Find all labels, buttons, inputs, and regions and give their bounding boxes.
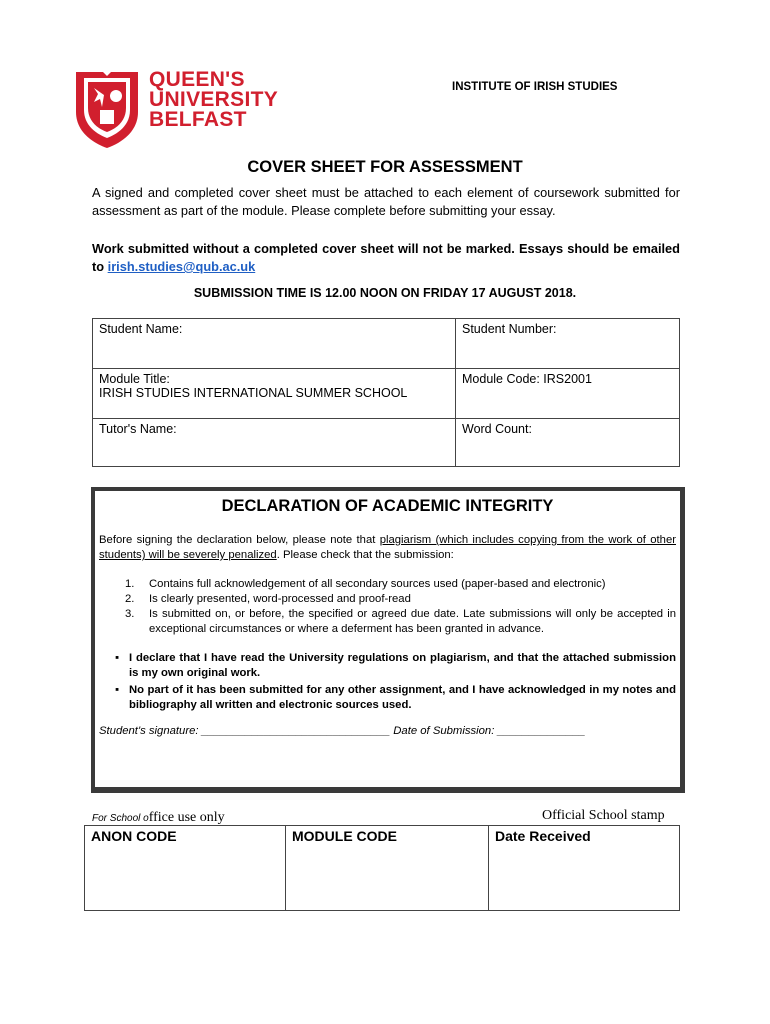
logo-line-3: BELFAST (149, 108, 247, 131)
intro-paragraph: A signed and completed cover sheet must be attached to each element of coursework submitted for assessment as part of the module. Please complete before submitting your essay. (92, 185, 680, 218)
module-title-label: Module Title: (99, 372, 170, 386)
official-stamp-label: Official School stamp (542, 808, 665, 823)
office-use-label (92, 810, 225, 826)
declaration-statements (99, 651, 676, 713)
warning-text: Work submitted without a completed cover sheet will not be marked. Essays should be emailed to (92, 241, 680, 274)
plagiarism-warning: plagiarism (which includes copying from the work of other students) will be severely penalized (99, 534, 676, 561)
email-link[interactable]: irish.studies@qub.ac.uk (107, 259, 256, 274)
warning-paragraph (92, 240, 680, 276)
logo-line-1: QUEEN'S (149, 68, 245, 91)
module-code-field: Module Code: IRS2001 (456, 369, 680, 419)
student-info-table (92, 318, 680, 467)
module-title-field (93, 369, 456, 419)
logo-line-2: UNIVERSITY (149, 88, 279, 111)
word-count-field[interactable]: Word Count: (456, 419, 680, 467)
crest-icon (74, 70, 140, 150)
date-received-cell: Date Received (489, 826, 680, 911)
office-label-big: ffice use only (148, 810, 225, 825)
declaration-box (91, 487, 685, 793)
page-title: COVER SHEET FOR ASSESSMENT (247, 158, 523, 176)
module-title-value: IRISH STUDIES INTERNATIONAL SUMMER SCHOOL (99, 386, 408, 400)
declaration-intro-end: . Please check that the submission: (276, 549, 454, 561)
office-label-small: For School o (92, 813, 149, 824)
declaration-statement[interactable]: ▪ No part of it has been submitted for any other assignment, and I have acknowledged in my notes and bibliography all written and electronic sources used. (99, 683, 676, 713)
requirement-item: 1. Contains full acknowledgement of all secondary sources used (paper-based and electronic) (125, 578, 606, 590)
student-number-field[interactable]: Student Number: (456, 319, 680, 369)
declaration-intro (99, 533, 676, 563)
declaration-statement[interactable]: ▪ I declare that I have read the University regulations on plagiarism, and that the attached submission is my own original work. (99, 651, 676, 681)
student-name-field[interactable]: Student Name: (93, 319, 456, 369)
institute-name: INSTITUTE OF IRISH STUDIES (452, 81, 618, 93)
submission-time: SUBMISSION TIME IS 12.00 NOON ON FRIDAY 17 AUGUST 2018. (193, 286, 577, 300)
declaration-title: DECLARATION OF ACADEMIC INTEGRITY (221, 497, 554, 515)
anon-code-cell: ANON CODE (85, 826, 286, 911)
office-use-table (84, 825, 680, 911)
signature-line[interactable]: Student's signature: ______________________________ Date of Submission: ______________ (99, 725, 586, 737)
requirement-item: 3. Is submitted on, or before, the specified or agreed due date. Late submissions will only be accepted in exceptional circumstances or where a deferment has been granted in advance. (125, 608, 676, 635)
tutor-name-field[interactable]: Tutor's Name: (93, 419, 456, 467)
requirements-list (99, 577, 676, 637)
requirement-item: 2. Is clearly presented, word-processed and proof-read (125, 593, 411, 605)
university-logo (74, 70, 284, 150)
requirements-list-wrap (99, 577, 676, 637)
declaration-intro-start: Before signing the declaration below, please note that (99, 534, 380, 546)
statements-wrap (99, 651, 676, 715)
module-code-cell: MODULE CODE (286, 826, 489, 911)
